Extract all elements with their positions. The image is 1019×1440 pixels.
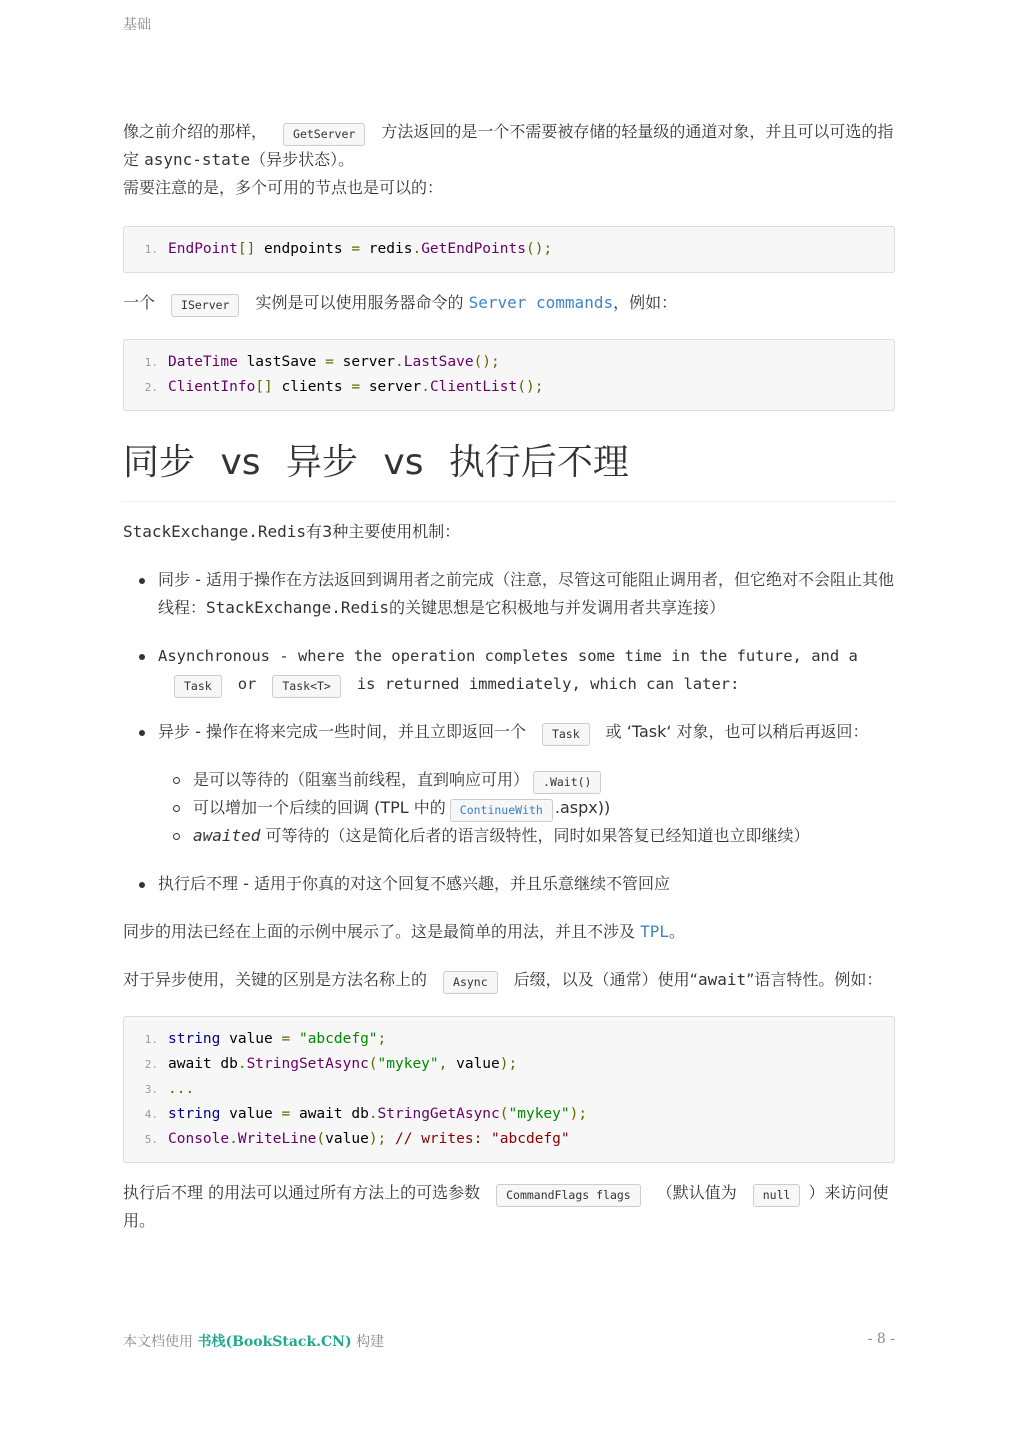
code-block-async [123, 1016, 895, 1163]
code-line: 2. await db.StringSetAsync("mykey", value); [144, 1056, 518, 1072]
paragraph-note: 需要注意的是，多个可用的节点也是可以的： [123, 178, 444, 197]
inline-code: IServer [171, 294, 239, 317]
code-line: 5. Console.WriteLine(value); // writes: "abcdefg" [144, 1131, 570, 1147]
code-line: 3. ... [144, 1081, 195, 1097]
paragraph-intro: 像之前介绍的那样， GetServer 方法返回的是一个不需要被存储的轻量级的通道对象，并且可以可选的指定 async-state（异步状态）。 [123, 122, 894, 169]
inline-code: Task [174, 675, 222, 698]
code-line: 2. ClientInfo[] clients = server.ClientList(); [144, 379, 544, 395]
code-block-endpoints [123, 226, 895, 273]
sub-list-item: 是可以等待的（阻塞当前线程，直到响应可用） .Wait() [123, 766, 895, 794]
inline-code: Async [443, 971, 498, 994]
page-number: - 8 - [867, 1331, 895, 1347]
code-block-server [123, 339, 895, 411]
page-footer: 本文档使用 书栈(BookStack.CN) 构建 - 8 - [123, 1331, 895, 1350]
list-item: 执行后不理 - 适用于你真的对这个回复不感兴趣，并且乐意继续不管回应 [123, 870, 895, 898]
paragraph-fire-and-forget: 执行后不理 的用法可以通过所有方法上的可选参数 CommandFlags flags （默认值为 null ）来访问使用。 [123, 1183, 889, 1230]
code-line: 4. string value = await db.StringGetAsync("mykey"); [144, 1106, 588, 1122]
code-line: 1. EndPoint[] endpoints = redis.GetEndPoints(); [144, 241, 553, 257]
paragraph-iserver: 一个 IServer 实例是可以使用服务器命令的 Server commands，例如： [123, 289, 895, 317]
inline-code: CommandFlags flags [496, 1184, 641, 1207]
section-heading: 同步 vs 异步 vs 执行后不理 [123, 439, 895, 502]
list-item: 异步 - 操作在将来完成一些时间，并且立即返回一个 Task 或 ‘Task‘ 对象，也可以稍后再返回： [123, 718, 895, 746]
document-content [123, 118, 895, 1235]
sub-list-item: 可以增加一个后续的回调 (TPL 中的 ContinueWith .aspx)) [123, 794, 895, 822]
inline-code: GetServer [283, 123, 365, 146]
code-line: 1. DateTime lastSave = server.LastSave(); [144, 354, 500, 370]
inline-code: null [753, 1184, 801, 1207]
bookstack-link[interactable]: 书栈(BookStack.CN) [197, 1334, 352, 1350]
paragraph-sync: 同步的用法已经在上面的示例中展示了。这是最简单的用法，并且不涉及 TPL。 [123, 922, 686, 941]
inline-code: Task<T> [272, 675, 340, 698]
inline-code: .Wait() [533, 771, 601, 794]
mechanism-list [123, 566, 895, 898]
inline-code: ContinueWith [450, 799, 553, 822]
tpl-link[interactable]: TPL [640, 922, 670, 941]
sub-list-item: awaited 可等待的（这是简化后者的语言级特性，同时如果答复已经知道也立即继续） [123, 822, 895, 850]
inline-code: Task [542, 723, 590, 746]
list-item: Asynchronous - where the operation completes some time in the future, and aTask or Task<T> is returned immediately, which can later: [123, 642, 895, 698]
server-commands-link[interactable]: Server commands [468, 293, 614, 312]
code-line: 1. string value = "abcdefg"; [144, 1031, 387, 1047]
page-header: 基础 [123, 17, 151, 33]
paragraph-mechanisms: StackExchange.Redis有3种主要使用机制： [123, 522, 461, 541]
list-item: 同步 - 适用于操作在方法返回到调用者之前完成（注意，尽管这可能阻止调用者，但它绝对不会阻止其他线程：StackExchange.Redis的关键思想是它积极地与并发调用者共享连接） [123, 566, 895, 622]
paragraph-async: 对于异步使用，关键的区别是方法名称上的 Async 后缀，以及（通常）使用“await”语言特性。例如： [123, 966, 895, 994]
